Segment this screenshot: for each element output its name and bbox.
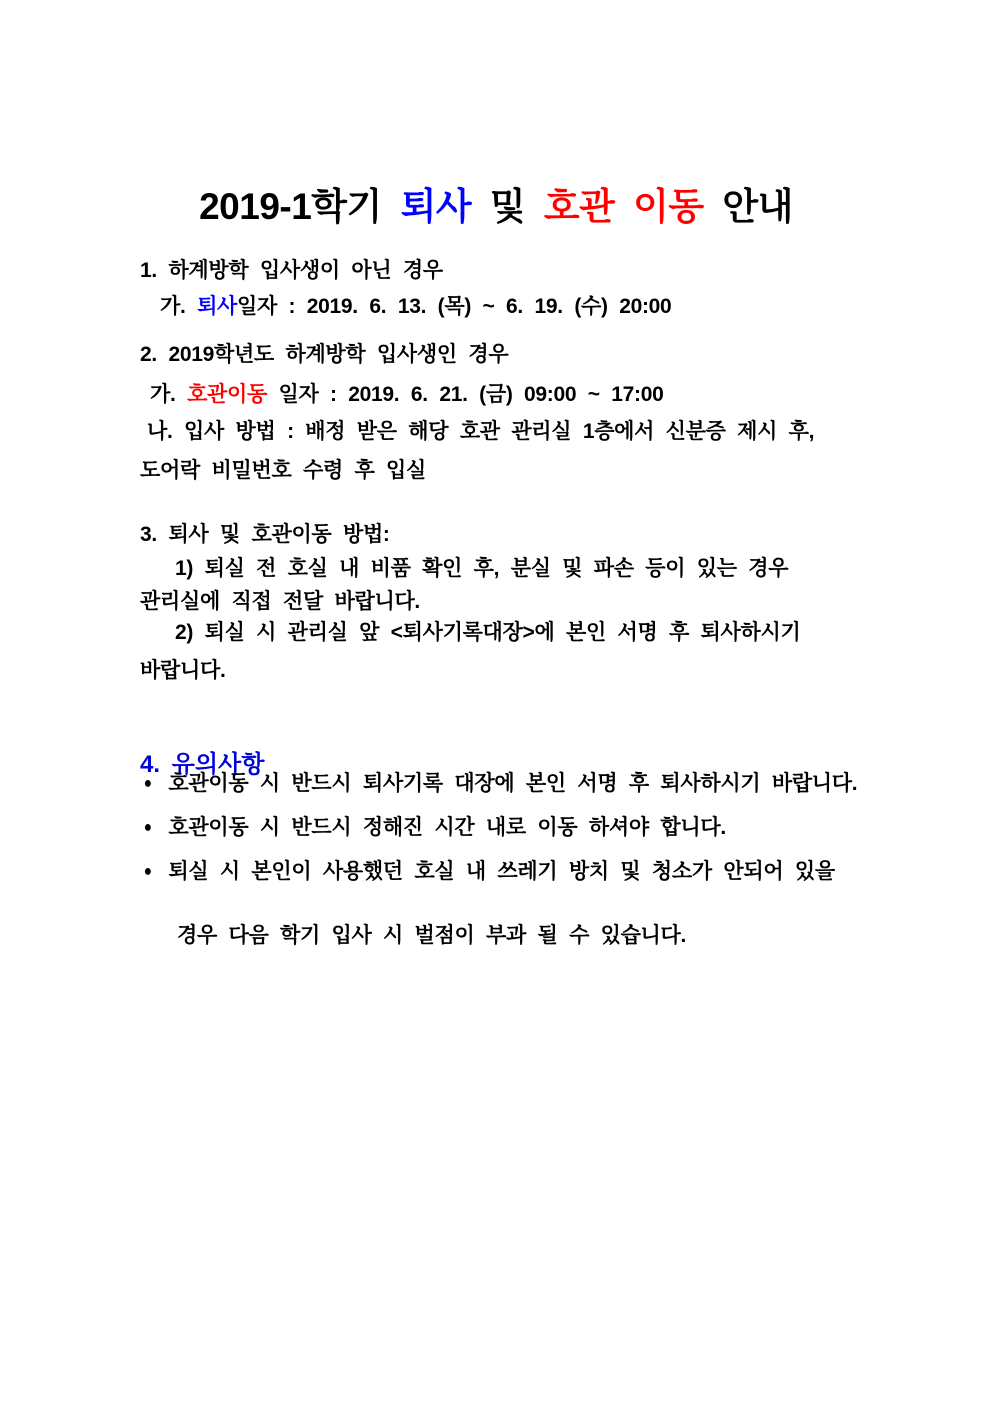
title-checkout-word: 퇴사 [400,185,472,227]
section4-note-2 [143,816,726,840]
section3-item-2-continuation: 바랍니다. [140,659,226,682]
section3-item-2: 2) 퇴실 시 관리실 앞 <퇴사기록대장>에 본인 서명 후 퇴사하시기 [175,621,801,644]
section4-note-2-text: 호관이동 시 반드시 정해진 시간 내로 이동 하셔야 합니다. [168,816,726,839]
section4-heading: 4. 유의사항 [140,751,265,778]
section2-item-a-move-word: 호관이동 [187,383,268,406]
section2-item-a-prefix: 가. [150,383,188,406]
section3-item-1-continuation: 관리실에 직접 전달 바랍니다. [140,590,420,613]
section1-item-a-prefix: 가. [160,295,198,318]
section2-heading: 2. 2019학년도 하계방학 입사생인 경우 [140,343,509,366]
section1-heading: 1. 하계방학 입사생이 아닌 경우 [140,259,443,282]
title-semester: 2019-1학기 [199,185,401,227]
section2-item-a-date: 일자 : 2019. 6. 21. (금) 09:00 ~ 17:00 [267,383,664,406]
section3-heading: 3. 퇴사 및 호관이동 방법: [140,523,390,546]
section1-item-a-date: 일자 : 2019. 6. 13. (목) ~ 6. 19. (수) 20:00 [237,295,672,318]
section1-item-a [160,295,671,319]
title-notice-word: 안내 [703,185,793,227]
section4-note-3-continuation: 경우 다음 학기 입사 시 벌점이 부과 될 수 있습니다. [177,924,687,947]
title-and: 및 [471,185,544,227]
section3-item-1: 1) 퇴실 전 호실 내 비품 확인 후, 분실 및 파손 등이 있는 경우 [175,557,789,580]
section2-item-b: 나. 입사 방법 : 배정 받은 해당 호관 관리실 1층에서 신분증 제시 후, [147,420,815,443]
bullet-icon: ● [143,819,152,836]
page-title [0,185,992,229]
section2-item-a [150,383,664,407]
section4-note-3 [143,860,835,884]
section2-item-b-continuation: 도어락 비밀번호 수령 후 입실 [140,459,426,482]
section4-note-3-text: 퇴실 시 본인이 사용했던 호실 내 쓰레기 방치 및 청소가 안되어 있을 [168,860,835,883]
section1-item-a-checkout-word: 퇴사 [197,295,238,318]
bullet-icon: ● [143,863,152,880]
bullet-icon: ● [143,775,152,792]
title-building-move-words: 호관 이동 [543,185,704,227]
section4-note-1-text: 호관이동 시 반드시 퇴사기록 대장에 본인 서명 후 퇴사하시기 바랍니다. [168,772,858,795]
section4-note-1 [143,772,857,796]
